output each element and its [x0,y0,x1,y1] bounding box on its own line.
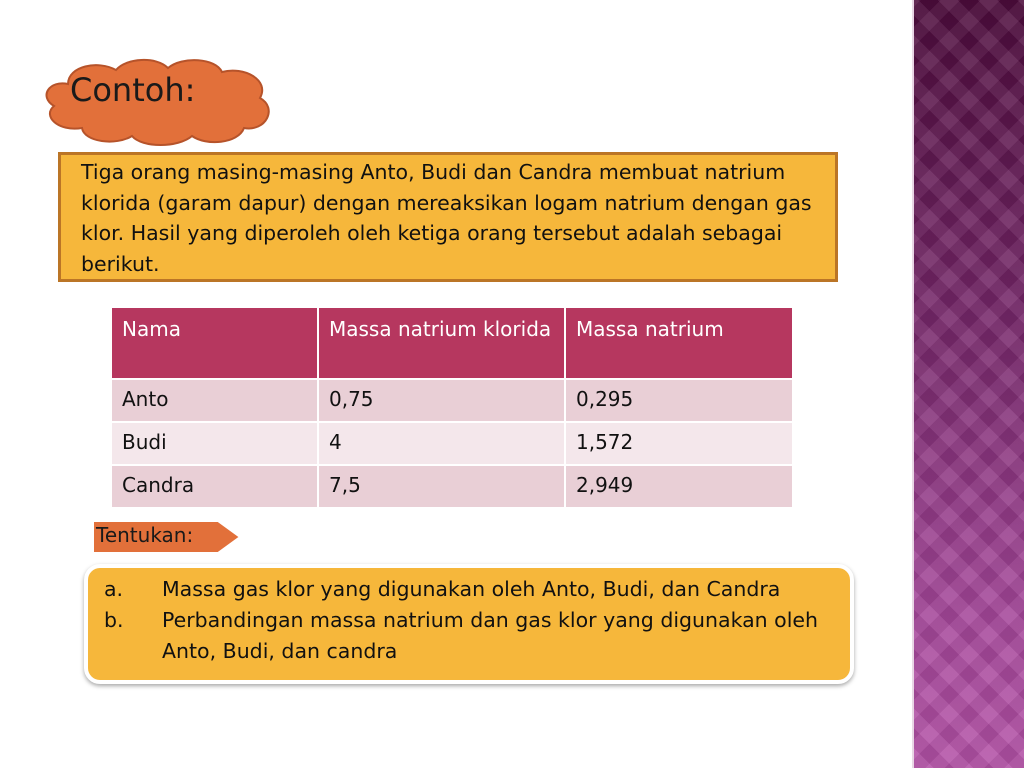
results-table [110,306,794,509]
task-text: Massa gas klor yang digunakan oleh Anto, Budi, dan Candra [162,577,781,601]
table-header-row [111,307,793,379]
cell-massa-natrium: 1,572 [565,422,793,465]
cell-nama: Candra [111,465,318,508]
decorative-side-band [912,0,1024,768]
cell-massa-natrium-klorida: 0,75 [318,379,565,422]
table-row [111,422,793,465]
list-item [104,574,840,605]
slide-title: Contoh: [70,71,196,109]
header-massa-natrium-klorida: Massa natrium klorida [318,307,565,379]
intro-text: Tiga orang masing-masing Anto, Budi dan Candra membuat natrium klorida (garam dapur) dengan mereaksikan logam natrium dengan gas klor. Hasil yang diperoleh oleh ketiga orang tersebut adalah sebagai berikut. [81,160,812,276]
cell-nama: Budi [111,422,318,465]
list-item [104,605,840,667]
intro-text-box [58,152,838,282]
cell-massa-natrium-klorida: 7,5 [318,465,565,508]
header-massa-natrium: Massa natrium [565,307,793,379]
cell-nama: Anto [111,379,318,422]
task-text: Perbandingan massa natrium dan gas klor yang digunakan oleh Anto, Budi, dan candra [162,608,819,663]
task-letter: b. [104,608,124,632]
cell-massa-natrium: 0,295 [565,379,793,422]
task-letter: a. [104,577,124,601]
cell-massa-natrium-klorida: 4 [318,422,565,465]
tentukan-label: Tentukan: [96,523,194,547]
tasks-box [84,564,854,684]
table-row [111,379,793,422]
header-nama: Nama [111,307,318,379]
table-row [111,465,793,508]
cell-massa-natrium: 2,949 [565,465,793,508]
